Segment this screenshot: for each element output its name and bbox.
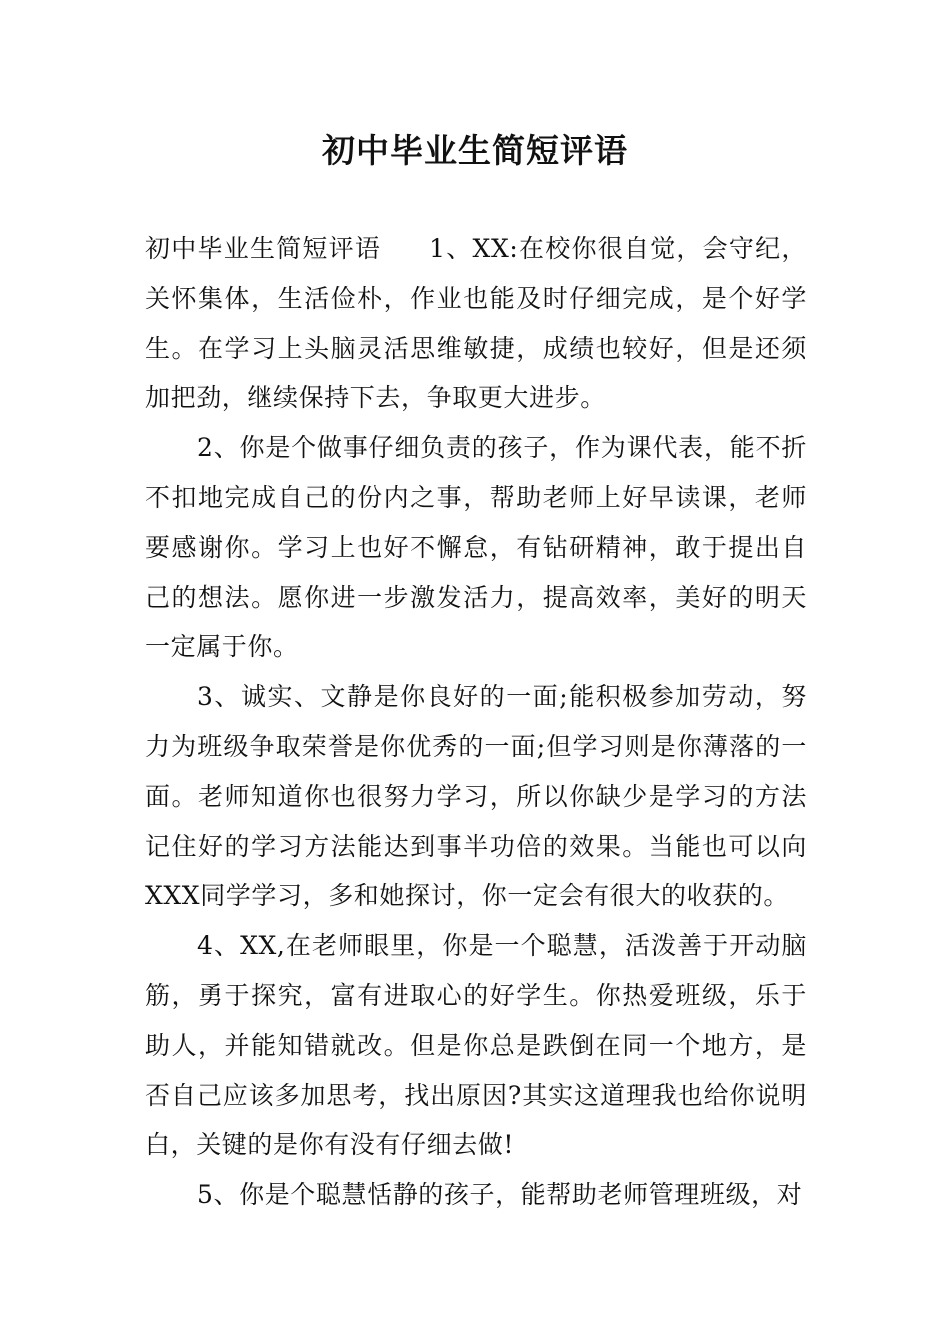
paragraph-5: 5、你是个聪慧恬静的孩子，能帮助老师管理班级，对 (197, 1180, 803, 1210)
paragraph-1-text: 1、XX:在校你很自觉，会守纪，关怀集体，生活俭朴，作业也能及时仔细完成，是个好学生。在学习上头脑灵活思维敏捷，成绩也较好，但是还须加把劲，继续保持下去，争取更大进步。 (145, 234, 807, 413)
document-title: 初中毕业生简短评语 (322, 131, 628, 170)
paragraph-3: 3、诚实、文静是你良好的一面;能积极参加劳动，努力为班级争取荣誉是你优秀的一面;但学习则是你薄落的一面。老师知道你也很努力学习，所以你缺少是学习的方法记住好的学习方法能达到事半功倍的效果。当能也可以向XXX同学学习，多和她探讨，你一定会有很大的收获的。 (145, 682, 807, 911)
paragraph-1 (145, 224, 807, 423)
paragraph-2: 2、你是个做事仔细负责的孩子，作为课代表，能不折不扣地完成自己的份内之事，帮助老师上好早读课，老师要感谢你。学习上也好不懈怠，有钻研精神，敢于提出自己的想法。愿你进一步激发活力，提高效率，美好的明天一定属于你。 (145, 433, 807, 662)
document-body (145, 224, 807, 1220)
intro-label: 初中毕业生简短评语 (145, 234, 382, 263)
paragraph-4: 4、XX,在老师眼里，你是一个聪慧，活泼善于开动脑筋，勇于探究，富有进取心的好学生。你热爱班级，乐于助人，并能知错就改。但是你总是跌倒在同一个地方，是否自己应该多加思考，找出原因?其实这道理我也给你说明白，关键的是你有没有仔细去做! (145, 931, 807, 1160)
